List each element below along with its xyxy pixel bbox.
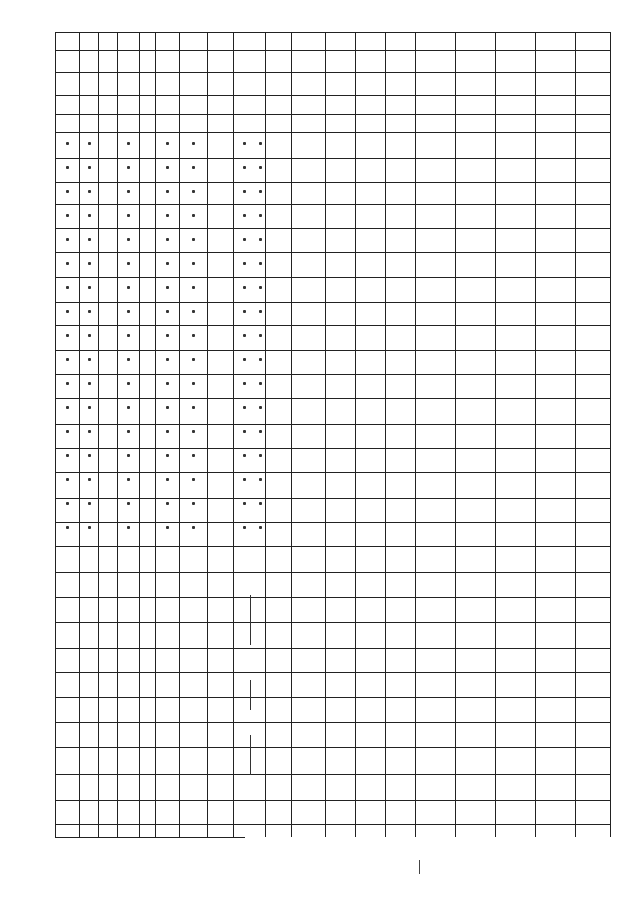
cell-value [243, 406, 246, 409]
grid-line [415, 32, 416, 837]
cell-value [243, 502, 246, 505]
cell-value [66, 406, 69, 409]
data-table [55, 32, 610, 872]
cell-value [192, 358, 195, 361]
grid-line [139, 32, 140, 837]
cell-value [127, 526, 130, 529]
grid-line [55, 204, 610, 205]
grid-line [55, 722, 610, 723]
cell-value [259, 454, 262, 457]
cell-value [259, 334, 262, 337]
grid-line [455, 32, 456, 837]
cell-value [66, 334, 69, 337]
grid-line [79, 32, 80, 837]
row-label [57, 34, 77, 114]
cell-value [243, 478, 246, 481]
cell-value [259, 382, 262, 385]
name-line [250, 595, 251, 645]
cell-value [243, 334, 246, 337]
cell-value [166, 214, 169, 217]
cell-value [66, 502, 69, 505]
grid-line [55, 32, 56, 837]
cell-value [88, 358, 91, 361]
grid-line [55, 498, 610, 499]
cell-value [166, 382, 169, 385]
cell-value [166, 478, 169, 481]
grid-line [233, 32, 234, 837]
grid-line [55, 228, 610, 229]
grid-line [155, 32, 156, 837]
cell-value [192, 190, 195, 193]
grid-line [575, 32, 576, 837]
grid-line [55, 350, 610, 351]
grid-line [55, 32, 610, 33]
cell-value [127, 406, 130, 409]
grid-line [55, 837, 245, 838]
cell-value [259, 166, 262, 169]
cell-value [243, 454, 246, 457]
cell-value [243, 382, 246, 385]
cell-value [166, 526, 169, 529]
cell-value [192, 502, 195, 505]
cell-value [127, 502, 130, 505]
grid-line [325, 32, 326, 837]
cell-value [88, 286, 91, 289]
cell-value [88, 334, 91, 337]
grid-line [55, 114, 610, 115]
cell-value [127, 454, 130, 457]
grid-line [55, 774, 610, 775]
cell-value [243, 526, 246, 529]
cell-value [66, 166, 69, 169]
cell-value [127, 238, 130, 241]
cell-value [66, 310, 69, 313]
cell-value [127, 358, 130, 361]
grid-line [495, 32, 496, 837]
cell-value [88, 406, 91, 409]
cell-value [166, 358, 169, 361]
cell-value [166, 166, 169, 169]
cell-value [192, 382, 195, 385]
row-label [119, 34, 137, 114]
grid-line [385, 32, 386, 837]
cell-value [166, 190, 169, 193]
cell-value [259, 430, 262, 433]
cell-value [243, 262, 246, 265]
grid-line [55, 572, 610, 573]
margin-mark [419, 860, 420, 874]
cell-value [192, 430, 195, 433]
row-label [81, 34, 96, 114]
cell-value [66, 478, 69, 481]
cell-value [88, 262, 91, 265]
grid-line [55, 472, 610, 473]
grid-line [55, 277, 610, 278]
cell-value [259, 286, 262, 289]
cell-value [88, 310, 91, 313]
cell-value [259, 358, 262, 361]
row-label [257, 34, 263, 114]
cell-value [259, 526, 262, 529]
cell-value [88, 502, 91, 505]
grid-line [55, 800, 610, 801]
cell-value [243, 214, 246, 217]
cell-value [88, 478, 91, 481]
cell-value [243, 190, 246, 193]
cell-value [66, 358, 69, 361]
cell-value [66, 238, 69, 241]
cell-value [88, 238, 91, 241]
cell-value [88, 190, 91, 193]
cell-value [166, 286, 169, 289]
cell-value [127, 334, 130, 337]
cell-value [88, 454, 91, 457]
grid-line [535, 32, 536, 837]
cell-value [166, 262, 169, 265]
cell-value [88, 382, 91, 385]
grid-line [610, 32, 611, 837]
cell-value [243, 430, 246, 433]
grid-line [55, 132, 610, 133]
grid-line [55, 182, 610, 183]
cell-value [88, 430, 91, 433]
cell-value [192, 142, 195, 145]
cell-value [192, 310, 195, 313]
cell-value [259, 262, 262, 265]
grid-line [55, 374, 610, 375]
cell-value [66, 190, 69, 193]
grid-line [55, 824, 610, 825]
grid-line [55, 302, 610, 303]
position-line [250, 735, 251, 775]
row-label [157, 34, 177, 114]
cell-value [66, 382, 69, 385]
cell-value [166, 334, 169, 337]
grid-line [55, 95, 610, 96]
cell-value [243, 166, 246, 169]
cell-value [259, 238, 262, 241]
cell-value [259, 478, 262, 481]
cell-value [192, 286, 195, 289]
cell-value [127, 382, 130, 385]
cell-value [259, 502, 262, 505]
cell-value [192, 238, 195, 241]
cell-value [259, 142, 262, 145]
cell-value [66, 262, 69, 265]
grid-line [55, 398, 610, 399]
grid-line [55, 325, 610, 326]
row-label [181, 34, 205, 114]
cell-value [127, 286, 130, 289]
grid-line [265, 32, 266, 837]
cell-value [243, 238, 246, 241]
cell-value [243, 286, 246, 289]
cell-value [192, 454, 195, 457]
grid-line [355, 32, 356, 837]
cell-value [259, 190, 262, 193]
grid-line [55, 72, 610, 73]
grid-line [55, 50, 610, 51]
signature-line [250, 680, 251, 710]
cell-value [166, 238, 169, 241]
cell-value [88, 142, 91, 145]
grid-line [55, 448, 610, 449]
cell-value [166, 406, 169, 409]
cell-value [88, 214, 91, 217]
grid-line [55, 158, 610, 159]
cell-value [243, 142, 246, 145]
grid-line [55, 522, 610, 523]
cell-value [259, 214, 262, 217]
cell-value [166, 454, 169, 457]
cell-value [243, 358, 246, 361]
grid-line [55, 546, 610, 547]
cell-value [127, 430, 130, 433]
grid-line [179, 32, 180, 837]
cell-value [66, 430, 69, 433]
grid-line [98, 32, 99, 837]
grid-line [207, 32, 208, 837]
grid-line [117, 32, 118, 837]
cell-value [127, 310, 130, 313]
grid-line [55, 622, 610, 623]
cell-value [166, 310, 169, 313]
cell-value [166, 430, 169, 433]
cell-value [66, 142, 69, 145]
cell-value [66, 454, 69, 457]
cell-value [259, 406, 262, 409]
grid-line [55, 252, 610, 253]
cell-value [66, 526, 69, 529]
cell-value [192, 214, 195, 217]
cell-value [127, 166, 130, 169]
cell-value [127, 478, 130, 481]
cell-value [166, 502, 169, 505]
cell-value [192, 526, 195, 529]
cell-value [127, 142, 130, 145]
cell-value [66, 214, 69, 217]
cell-value [192, 334, 195, 337]
cell-value [127, 190, 130, 193]
cell-value [192, 262, 195, 265]
grid-line [291, 32, 292, 837]
cell-value [66, 286, 69, 289]
cell-value [88, 526, 91, 529]
grid-line [55, 648, 610, 649]
grid-line [55, 424, 610, 425]
grid-line [55, 672, 610, 673]
grid-line [55, 747, 610, 748]
row-label [235, 34, 253, 114]
cell-value [88, 166, 91, 169]
cell-value [192, 406, 195, 409]
cell-value [127, 214, 130, 217]
cell-value [127, 262, 130, 265]
cell-value [192, 478, 195, 481]
grid-line [55, 597, 610, 598]
cell-value [192, 166, 195, 169]
cell-value [243, 310, 246, 313]
cell-value [166, 142, 169, 145]
grid-line [55, 697, 610, 698]
cell-value [259, 310, 262, 313]
